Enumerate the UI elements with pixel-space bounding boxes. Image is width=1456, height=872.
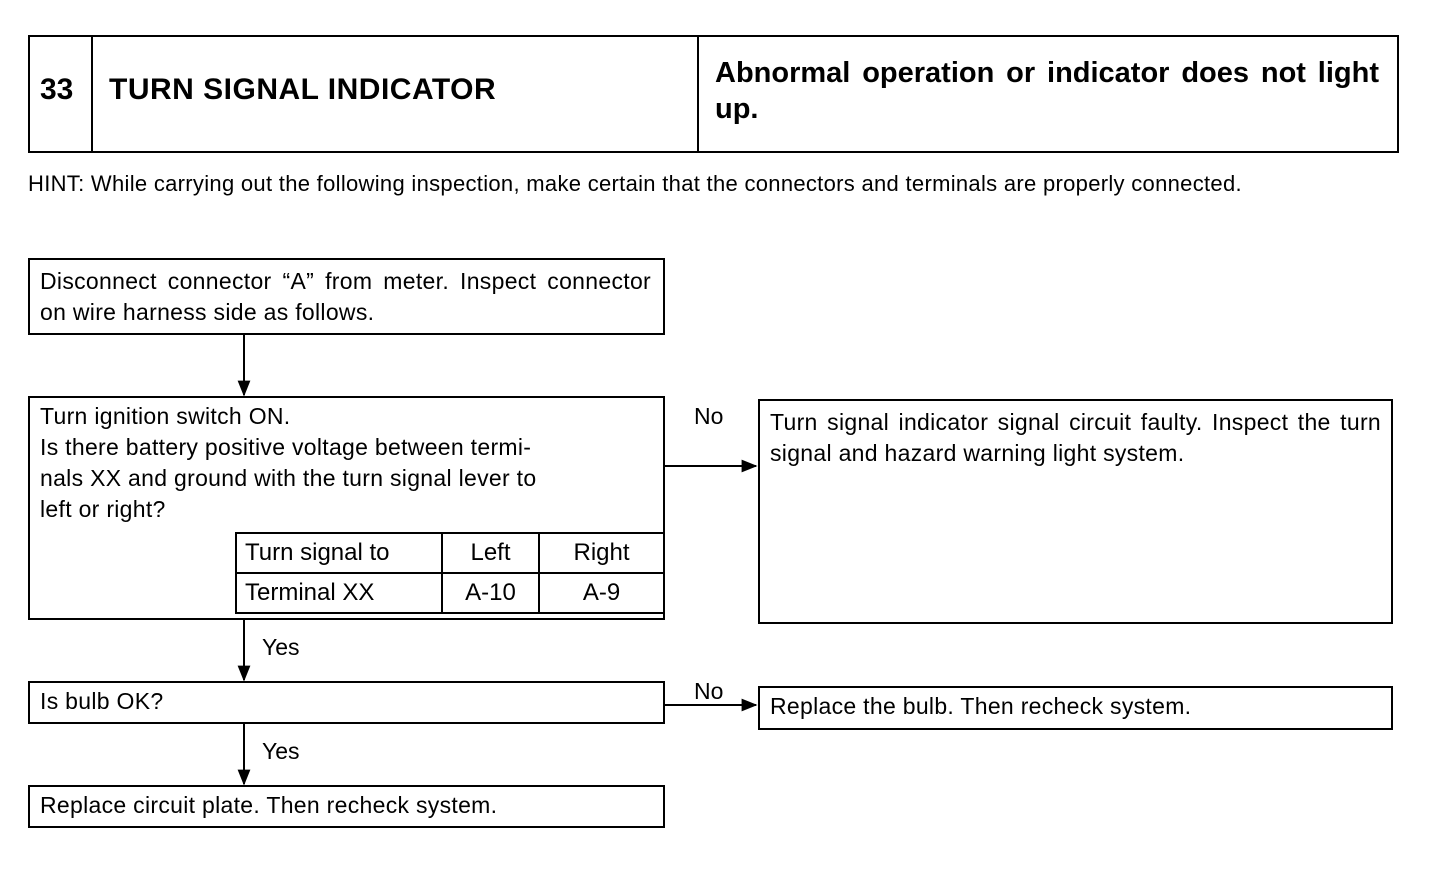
terminal-table [235,532,663,614]
step-bulb-check-text: Is bulb OK? [40,688,164,714]
step-replace-plate-text: Replace circuit plate. Then recheck system. [40,792,498,818]
step-voltage-check-text [40,401,653,525]
step-disconnect-text: Disconnect connector “A” from meter. Inspect connector on wire harness side as follows. [40,268,651,325]
section-number: 33 [40,73,74,106]
branch-label-no: No [694,403,724,429]
step-replace-bulb-box [758,686,1393,730]
branch-label-no: No [694,678,724,704]
step-replace-bulb-text: Replace the bulb. Then recheck system. [770,693,1192,719]
voltage-line-3: nals XX and ground with the turn signal lever to [40,465,537,491]
voltage-line-2: Is there battery positive voltage between termi- [40,434,532,460]
step-voltage-check-box [28,396,665,620]
table-header-cell: Turn signal to [236,533,442,573]
table-row [236,573,663,613]
step-bulb-check-box [28,681,665,724]
voltage-line-4: left or right? [40,496,166,522]
table-cell: A-9 [539,573,663,613]
step-circuit-faulty-text: Turn signal indicator signal circuit faulty. Inspect the turn signal and hazard warning light system. [770,409,1381,466]
voltage-line-1: Turn ignition switch ON. [40,403,291,429]
table-cell: A-10 [442,573,539,613]
table-header-cell: Left [442,533,539,573]
table-cell: Terminal XX [236,573,442,613]
branch-label-yes: Yes [262,738,300,764]
step-circuit-faulty-box [758,399,1393,624]
table-header-row [236,533,663,573]
hint-text: HINT: While carrying out the following inspection, make certain that the connectors and terminals are properly connected. [28,171,1242,196]
symptom-text: Abnormal operation or indicator does not light up. [715,57,1379,125]
step-disconnect-box [28,258,665,335]
table-header-cell: Right [539,533,663,573]
step-replace-plate-box [28,785,665,828]
section-title: TURN SIGNAL INDICATOR [109,73,497,106]
branch-label-yes: Yes [262,634,300,660]
